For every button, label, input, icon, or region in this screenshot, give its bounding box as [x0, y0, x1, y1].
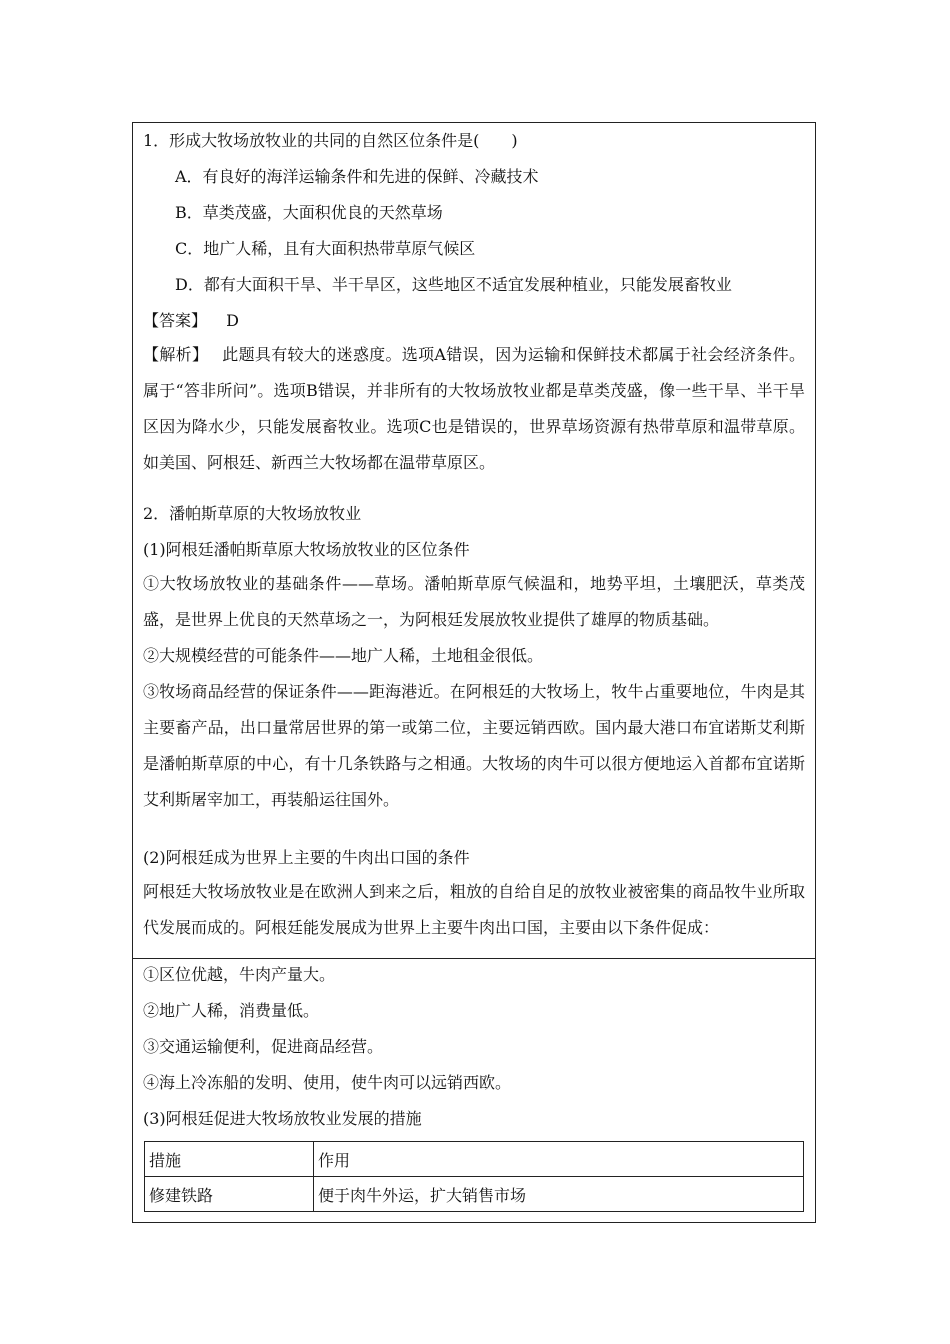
- subheading-2: (2)阿根廷成为世界上主要的牛肉出口国的条件: [143, 848, 470, 867]
- list-item: ④海上冷冻船的发明、使用，使牛肉可以远销西欧。: [143, 1073, 512, 1092]
- analysis-label: 【解析】: [143, 345, 209, 364]
- question-1-stem: 1．形成大牧场放牧业的共同的自然区位条件是( ): [143, 131, 518, 150]
- paragraph-export: 阿根廷大牧场放牧业是在欧洲人到来之后，粗放的自给自足的放牧业被密集的商品牧牛业所取代发展而成的。阿根廷能发展成为世界上主要牛肉出口国，主要由以下条件促成：: [143, 882, 805, 937]
- paragraph-port: ③牧场商品经营的保证条件——距海港近。在阿根廷的大牧场上，牧牛占重要地位，牛肉是其主要畜产品，出口量常居世界的第一或第二位，主要远销西欧。国内最大港口布宜诺斯艾利斯是潘帕斯草原的中心，有十几条铁路与之相通。大牧场的肉牛可以很方便地运入首都布宜诺斯艾利斯屠宰加工，再装船运往国外。: [143, 682, 805, 809]
- answer-value: D: [226, 311, 239, 330]
- list-item: ①区位优越，牛肉产量大。: [143, 965, 336, 984]
- measures-table: [144, 1141, 804, 1212]
- analysis-text: 此题具有较大的迷惑度。选项A错误，因为运输和保鲜技术都属于社会经济条件。属于“答非所问”。选项B错误，并非所有的大牧场放牧业都是草类茂盛，像一些干旱、半干旱区因为降水少，只能发展畜牧业。选项C也是错误的，世界草场资源有热带草原和温带草原。如美国、阿根廷、新西兰大牧场都在温带草原区。: [143, 345, 805, 472]
- option-a: A．有良好的海洋运输条件和先进的保鲜、冷藏技术: [175, 167, 539, 186]
- table-header-cell: 作用: [314, 1142, 804, 1177]
- question-2-title: 2．潘帕斯草原的大牧场放牧业: [143, 504, 362, 523]
- subheading-1: (1)阿根廷潘帕斯草原大牧场放牧业的区位条件: [143, 540, 470, 559]
- table-header-row: [145, 1142, 804, 1177]
- table-cell: 便于肉牛外运，扩大销售市场: [314, 1177, 804, 1212]
- table-row: [145, 1177, 804, 1212]
- option-c: C．地广人稀，且有大面积热带草原气候区: [175, 239, 476, 258]
- list-item: ②地广人稀，消费量低。: [143, 1001, 320, 1020]
- content-frame: [132, 122, 816, 1223]
- paragraph-grassland: ①大牧场放牧业的基础条件——草场。潘帕斯草原气候温和，地势平坦，土壤肥沃，草类茂盛，是世界上优良的天然草场之一，为阿根廷发展放牧业提供了雄厚的物质基础。: [143, 574, 805, 629]
- answer-line: [143, 311, 805, 331]
- table-header-cell: 措施: [145, 1142, 314, 1177]
- answer-label: 【答案】: [143, 311, 208, 330]
- option-b: B．草类茂盛，大面积优良的天然草场: [175, 203, 443, 222]
- paragraph-scale: ②大规模经营的可能条件——地广人稀，土地租金很低。: [143, 646, 544, 665]
- option-d: D．都有大面积干旱、半干旱区，这些地区不适宜发展种植业，只能发展畜牧业: [175, 275, 732, 294]
- analysis-paragraph: [143, 337, 805, 481]
- section-divider: [133, 958, 815, 959]
- subheading-3: (3)阿根廷促进大牧场放牧业发展的措施: [143, 1109, 422, 1128]
- table-cell: 修建铁路: [145, 1177, 314, 1212]
- list-item: ③交通运输便利，促进商品经营。: [143, 1037, 384, 1056]
